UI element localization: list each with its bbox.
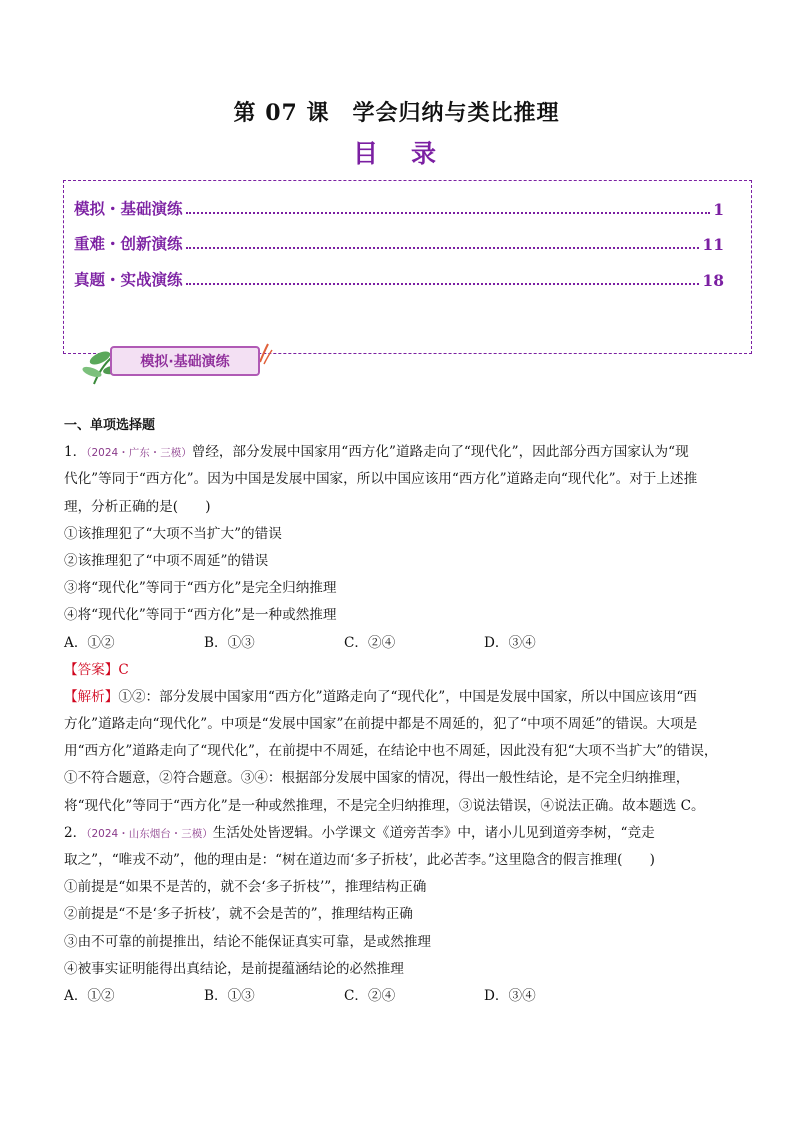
q1-statement-4: ④将“现代化”等同于“西方化”是一种或然推理 bbox=[64, 607, 337, 624]
section-heading: 一、单项选择题 bbox=[64, 418, 156, 433]
answer-label: 【答案】 bbox=[64, 661, 119, 678]
toc-entry-3[interactable] bbox=[74, 268, 724, 290]
toc-leader-dots bbox=[186, 283, 700, 285]
option-a[interactable]: A．①② bbox=[64, 634, 115, 651]
toc-entry-label: 真题・实战演练 bbox=[74, 270, 183, 289]
question-text: 生活处处皆逻辑。小学课文《道旁苦李》中，诸小儿见到道旁李树，“竞走 bbox=[212, 824, 655, 841]
q2-stem-line-2: 取之”，“唯戎不动”，他的理由是：“树在道边而‘多子折枝’，此必苦李。”这里隐含的假言推理( ) bbox=[64, 852, 655, 868]
q1-stem-line-3: 理，分析正确的是( ) bbox=[64, 498, 211, 515]
q1-stem-line-2: 代化”等同于“西方化”。因为中国是发展中国家，所以中国应该用“西方化”道路走向“现代化”。对于上述推 bbox=[64, 471, 698, 488]
q1-answer bbox=[64, 657, 724, 684]
analysis-text: ①②：部分发展中国家用“西方化”道路走向了“现代化”，中国是发展中国家，所以中国应该用“西 bbox=[118, 688, 697, 705]
option-a[interactable]: A．①② bbox=[64, 987, 115, 1004]
option-c[interactable]: C．②④ bbox=[344, 634, 396, 651]
toc-entry-page: 18 bbox=[702, 271, 724, 290]
answer-value: C bbox=[118, 661, 129, 678]
q2-statement-4: ④被事实证明能得出真结论，是前提蕴涵结论的必然推理 bbox=[64, 960, 404, 977]
toc-entry-label: 重难・创新演练 bbox=[74, 234, 183, 253]
q1-analysis-line-5: 将“现代化”等同于“西方化”是一种或然推理，不是完全归纳推理，③说法错误，④说法正确。故本题选 C。 bbox=[64, 797, 705, 814]
option-b[interactable]: B．①③ bbox=[204, 634, 255, 651]
section-banner bbox=[82, 340, 282, 388]
option-d[interactable]: D．③④ bbox=[484, 987, 536, 1004]
q1-analysis-line-1 bbox=[64, 684, 724, 711]
q1-statement-2: ②该推理犯了“中项不周延”的错误 bbox=[64, 552, 269, 569]
source-tag: （2024・广东・三模） bbox=[86, 447, 192, 460]
toc-leader-dots bbox=[186, 247, 700, 249]
toc-heading: 目 录 bbox=[352, 139, 440, 168]
source-tag: （2024・山东烟台・三模） bbox=[86, 827, 213, 840]
toc-entry-page: 1 bbox=[713, 200, 724, 219]
q2-stem-line-1 bbox=[64, 820, 724, 847]
q1-analysis-line-2: 方化”道路走向“现代化”。中项是“发展中国家”在前提中都是不周延的，犯了“中项不周延”的错误。大项是 bbox=[64, 716, 698, 733]
question-number: 2． bbox=[64, 824, 87, 841]
q1-statement-3: ③将“现代化”等同于“西方化”是完全归纳推理 bbox=[64, 580, 337, 597]
option-d[interactable]: D．③④ bbox=[484, 634, 536, 651]
toc-entry-2[interactable] bbox=[74, 232, 724, 254]
q1-analysis-line-3: 用“西方化”道路走向了“现代化”，在前提中不周延，在结论中也不周延，因此没有犯“大项不当扩大”的错误， bbox=[64, 743, 718, 760]
q1-options bbox=[64, 630, 724, 657]
lesson-title: 第 07 课 学会归纳与类比推理 bbox=[233, 100, 560, 126]
q2-statement-1: ①前提是“如果不是苦的，就不会‘多子折枝’”，推理结构正确 bbox=[64, 879, 427, 896]
question-content bbox=[64, 412, 724, 1010]
q2-statement-3: ③由不可靠的前提推出，结论不能保证真实可靠，是或然推理 bbox=[64, 933, 432, 950]
question-text: 曾经，部分发展中国家用“西方化”道路走向了“现代化”，因此部分西方国家认为“现 bbox=[191, 444, 689, 461]
table-of-contents bbox=[63, 180, 752, 354]
q2-options bbox=[64, 983, 724, 1010]
banner-label: 模拟·基础演练 bbox=[110, 346, 260, 376]
analysis-label: 【解析】 bbox=[64, 688, 119, 705]
q2-statement-2: ②前提是“不是‘多子折枝’，就不会是苦的”，推理结构正确 bbox=[64, 906, 413, 923]
toc-entry-1[interactable] bbox=[74, 197, 724, 219]
toc-entry-page: 11 bbox=[702, 235, 724, 254]
q1-analysis-line-4: ①不符合题意，②符合题意。③④：根据部分发展中国家的情况，得出一般性结论，是不完全归纳推理， bbox=[64, 770, 690, 787]
toc-leader-dots bbox=[186, 212, 711, 214]
question-number: 1． bbox=[64, 444, 87, 461]
q1-stem-line-1 bbox=[64, 439, 724, 466]
option-b[interactable]: B．①③ bbox=[204, 987, 255, 1004]
toc-entry-label: 模拟・基础演练 bbox=[74, 199, 183, 218]
q1-statement-1: ①该推理犯了“大项不当扩大”的错误 bbox=[64, 525, 282, 542]
option-c[interactable]: C．②④ bbox=[344, 987, 396, 1004]
